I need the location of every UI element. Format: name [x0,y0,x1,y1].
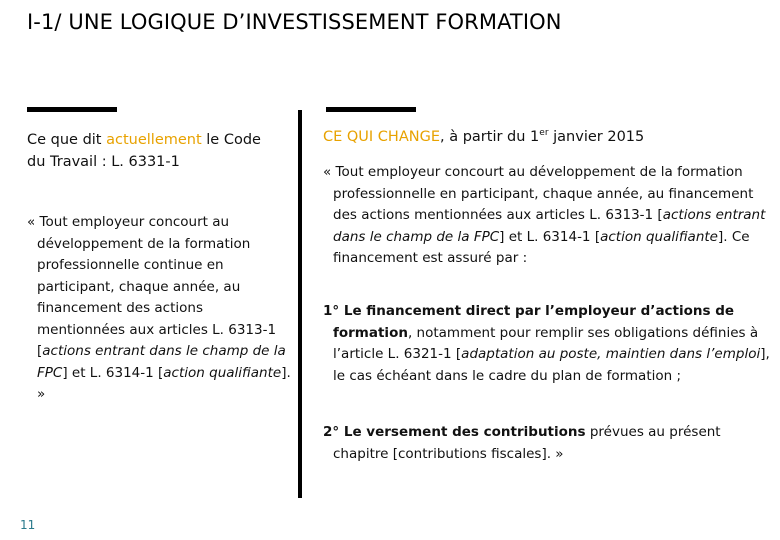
page-number: 11 [20,518,36,532]
column-divider [298,110,302,498]
financing-item-2: 2° Le versement des contributions prévues au présent chapitre [contributions fiscales]. » [323,424,721,462]
left-column-heading [27,129,282,173]
financing-item-1: 1° Le financement direct par l’employeur d’actions de formation, notamment pour remplir ses obligations définies à l’article L. 6321-1 [adaptation au poste, maintien dans l’emploi], le cas échéant dans le cadre du plan de formation ; [323,303,770,384]
left-heading-text-end: le Code du Travail : L. 6331-1 [27,132,261,170]
left-heading-text: Ce que dit [27,132,107,148]
right-column-heading: CE QUI CHANGE, à partir du 1er janvier 2015 [323,128,645,145]
slide-title: I-1/ UNE LOGIQUE D’INVESTISSEMENT FORMATION [27,10,562,34]
left-quote: « Tout employeur concourt au développement de la formation professionnelle continue en participant, chaque année, au financement des actions mentionnées aux articles L. 6313-1 [actions entrant dans le champ de la FPC] et L. 6314-1 [action qualifiante]. » [27,214,291,402]
left-heading-bar [27,107,117,112]
left-heading-accent: actuellement [106,132,202,148]
right-heading-accent: CE QUI CHANGE [323,129,440,145]
right-heading-bar [326,107,416,112]
right-quote: « Tout employeur concourt au développement de la formation professionnelle en participant, chaque année, au financement des actions mentionnées aux articles L. 6313-1 [actions entrant dans le champ de la FPC] et L. 6314-1 [action qualifiante]. Ce financement est assuré par : [323,164,766,266]
